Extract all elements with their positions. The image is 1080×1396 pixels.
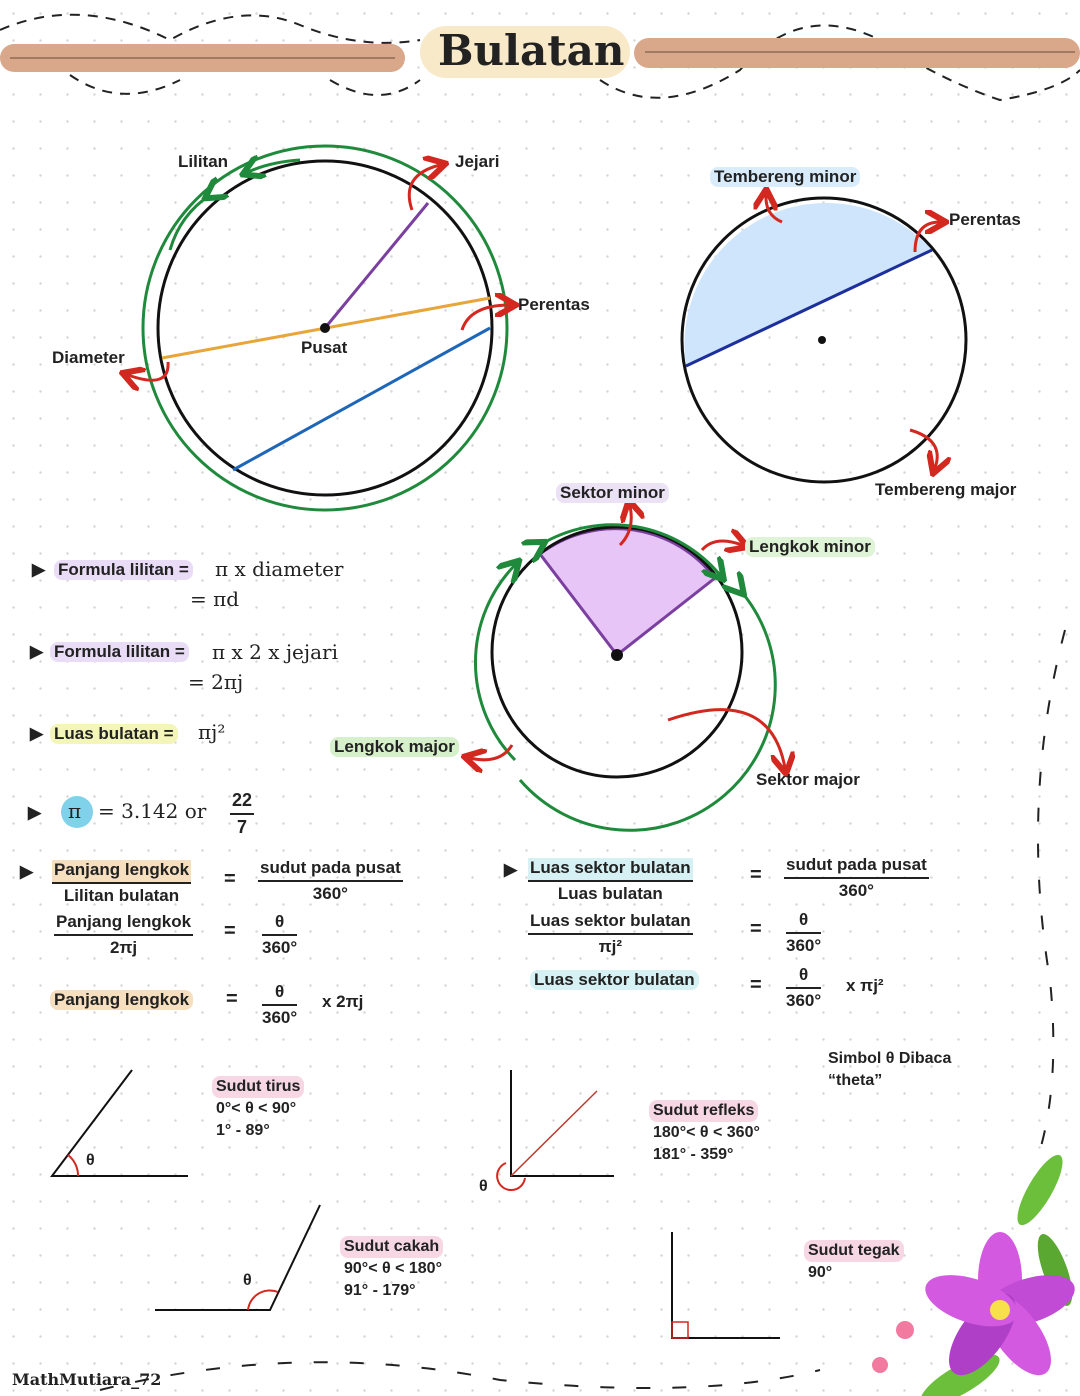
formula-lilitan-rhs-2b: = 2πj: [188, 670, 244, 694]
flower-decoration: [872, 1149, 1080, 1396]
sector-ratio2-lhs-den: πj²: [598, 937, 622, 956]
theta-symbol: θ: [479, 1178, 488, 1195]
arc-length-frac-den: 360°: [262, 1008, 298, 1027]
sudut-refleks-range: 180°< θ < 360°: [653, 1124, 760, 1141]
sector-ratio-lhs-den: Luas bulatan: [557, 884, 663, 903]
pi-symbol: π: [68, 799, 82, 823]
label-tembereng-minor: Tembereng minor: [710, 167, 860, 187]
label-sektor-major: Sektor major: [756, 770, 860, 789]
label-tembereng-major: Tembereng major: [875, 480, 1017, 499]
arc-ratio-rhs: [258, 858, 403, 904]
sector-ratio2-lhs-num: Luas sektor bulatan: [528, 911, 693, 935]
sudut-cakah-title: Sudut cakah: [340, 1236, 443, 1258]
pi-fraction: [230, 790, 254, 838]
sector-area-frac-den: 360°: [786, 991, 822, 1010]
sector-diagram: [470, 506, 785, 830]
arc-length-mult: x 2πj: [322, 992, 364, 1011]
label-pusat: Pusat: [301, 338, 348, 357]
page-title: Bulatan: [438, 26, 625, 75]
circle-parts-diagram: [128, 146, 510, 510]
sudut-tegak-title: Sudut tegak: [804, 1240, 904, 1262]
pi-value: = 3.142 or: [98, 799, 207, 823]
arc-ratio2-rhs-den: 360°: [262, 938, 298, 957]
label-jejari: Jejari: [455, 152, 500, 171]
sudut-tirus-title: Sudut tirus: [212, 1076, 304, 1098]
equals: =: [750, 974, 762, 996]
bullet-icon: ▶: [32, 560, 46, 579]
sector-ratio-rhs-num: sudut pada pusat: [784, 855, 929, 879]
label-lilitan: Lilitan: [178, 152, 229, 171]
equals: =: [224, 920, 236, 942]
formula-lilitan-rhs-1: π x diameter: [215, 557, 344, 581]
sudut-tegak-values: 90°: [808, 1264, 833, 1281]
label-lengkok-minor: Lengkok minor: [745, 537, 875, 557]
arc-length-frac: [262, 982, 297, 1028]
luas-bulatan-label: Luas bulatan =: [50, 724, 178, 744]
theta-symbol: θ: [86, 1152, 95, 1169]
arc-ratio-lhs-num: Panjang lengkok: [52, 860, 191, 884]
formula-lilitan-rhs-2: π x 2 x jejari: [212, 640, 338, 664]
bullet-icon: ▶: [504, 860, 518, 879]
label-diameter: Diameter: [52, 348, 125, 367]
theta-note-line1: Simbol θ Dibaca: [828, 1050, 952, 1067]
sector-area-frac: [786, 965, 821, 1011]
angle-diagrams: [52, 630, 1065, 1390]
arc-ratio-rhs-num: sudut pada pusat: [258, 858, 403, 882]
sudut-refleks-values: 181° - 359°: [653, 1146, 734, 1163]
theta-note-line2: “theta”: [828, 1072, 883, 1089]
label-sektor-minor: Sektor minor: [556, 483, 669, 503]
equals: =: [750, 864, 762, 886]
equals: =: [226, 988, 238, 1010]
arc-ratio2-lhs-num: Panjang lengkok: [54, 912, 193, 936]
arc-length-frac-num: θ: [262, 982, 297, 1006]
sudut-cakah-values: 91° - 179°: [344, 1282, 416, 1299]
sector-ratio-rhs: [784, 855, 929, 901]
segment-diagram: [682, 195, 966, 482]
equals: =: [750, 918, 762, 940]
sector-area-label: Luas sektor bulatan: [530, 970, 699, 990]
arc-ratio2-rhs: [262, 912, 297, 958]
bullet-icon: ▶: [30, 642, 44, 661]
theta-symbol: θ: [243, 1272, 252, 1289]
sector-ratio2-lhs: [528, 911, 693, 957]
formula-lilitan-rhs-1b: = πd: [190, 587, 240, 611]
arc-ratio2-lhs-den: 2πj: [109, 938, 138, 957]
label-perentas: Perentas: [518, 295, 590, 314]
arc-ratio-lhs: [52, 860, 191, 906]
author-credit: MathMutiara_72: [12, 1370, 162, 1389]
sector-ratio-lhs: [528, 858, 693, 904]
sector-area-mult: x πj²: [846, 976, 884, 995]
arc-ratio2-rhs-num: θ: [262, 912, 297, 936]
sector-ratio-rhs-den: 360°: [838, 881, 874, 900]
arc-ratio-rhs-den: 360°: [312, 884, 348, 903]
arc-ratio2-lhs: [54, 912, 193, 958]
label-lengkok-major: Lengkok major: [330, 737, 459, 757]
sudut-tirus-range: 0°< θ < 90°: [216, 1100, 297, 1117]
formula-lilitan-label-1: Formula lilitan =: [54, 560, 193, 580]
sector-ratio2-rhs-num: θ: [786, 910, 821, 934]
pi-fraction-den: 7: [237, 817, 248, 837]
sector-area-frac-num: θ: [786, 965, 821, 989]
bullet-icon: ▶: [28, 803, 42, 822]
equals: =: [224, 868, 236, 890]
sudut-refleks-title: Sudut refleks: [649, 1100, 758, 1122]
sudut-cakah-range: 90°< θ < 180°: [344, 1260, 442, 1277]
sector-ratio2-rhs-den: 360°: [786, 936, 822, 955]
bullet-icon: ▶: [30, 724, 44, 743]
luas-bulatan-rhs: πj²: [198, 720, 226, 744]
arc-ratio-lhs-den: Lilitan bulatan: [63, 886, 180, 905]
sudut-tirus-values: 1° - 89°: [216, 1122, 270, 1139]
label-perentas-2: Perentas: [949, 210, 1021, 229]
arc-length-label: Panjang lengkok: [50, 990, 193, 1010]
sector-ratio-lhs-num: Luas sektor bulatan: [528, 858, 693, 882]
sector-ratio2-rhs: [786, 910, 821, 956]
bullet-icon: ▶: [20, 862, 34, 881]
pi-fraction-num: 22: [230, 790, 254, 815]
formula-lilitan-label-2: Formula lilitan =: [50, 642, 189, 662]
